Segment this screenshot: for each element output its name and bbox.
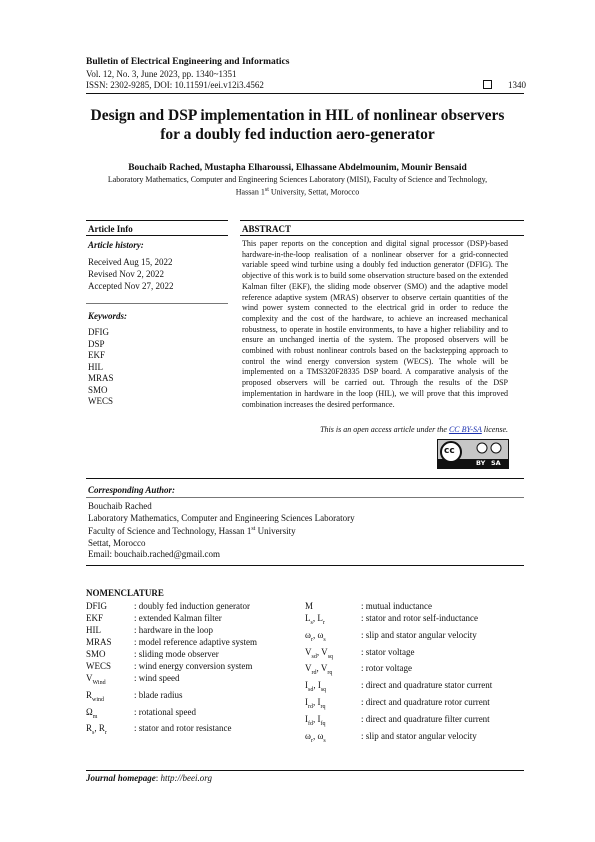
- nomenclature-heading: NOMENCLATURE: [86, 588, 164, 598]
- nomenclature-definition: : stator and rotor self-inductance: [361, 613, 478, 623]
- nomenclature-left: [86, 600, 306, 739]
- by-label: BY: [476, 459, 486, 467]
- affiliation-line-2: [60, 185, 535, 198]
- nomenclature-symbol: $R_{wind}$: [86, 689, 105, 703]
- nomenclature-symbol: $\omega_r$, $\omega_s$: [305, 730, 326, 744]
- footer-url[interactable]: http://beei.org: [160, 773, 212, 783]
- nomenclature-definition: : wind speed: [134, 673, 180, 683]
- nomenclature-symbol: $I_{sd}$, $I_{sq}$: [305, 680, 327, 693]
- affiliation-line-1: Laboratory Mathematics, Computer and Engineering Sciences Laboratory (MISI), Faculty of Science and Technology,: [107, 175, 488, 184]
- cc-by-sa-badge[interactable]: [437, 439, 509, 469]
- nomenclature-row: [86, 706, 306, 723]
- article-info-heading: Article Info: [88, 224, 133, 234]
- keyword: DFIG: [88, 327, 110, 337]
- nomenclature-row: [305, 662, 525, 679]
- abstract-top-rule: [240, 220, 524, 221]
- affiliation: [60, 175, 535, 198]
- nomenclature-definition: : hardware in the loop: [134, 625, 213, 635]
- affiliation-rest: University, Settat, Morocco: [268, 187, 360, 197]
- nomenclature-row: [86, 722, 306, 739]
- accepted-date: Accepted Nov 27, 2022: [88, 281, 174, 291]
- corresponding-line3: Settat, Morocco: [88, 537, 146, 548]
- nomenclature-symbol: $V_{rd}$, $V_{rq}$: [305, 663, 333, 677]
- nomenclature-symbol: $V_{Wind}$: [86, 673, 106, 686]
- keyword: EKF: [88, 350, 106, 360]
- nomenclature-definition: : direct and quadrature rotor current: [361, 696, 490, 707]
- journal-issn: ISSN: 2302-9285, DOI: 10.11591/eei.v12i3.4562: [86, 80, 264, 90]
- nomenclature-symbol: $\Omega_m$: [86, 706, 98, 720]
- nomenclature-definition: : model reference adaptive system: [134, 637, 257, 647]
- nomenclature-row: [305, 730, 525, 747]
- sa-label: SA: [491, 459, 501, 467]
- corresponding-bottom-rule: [86, 565, 524, 566]
- received-date: Received Aug 15, 2022: [88, 257, 173, 267]
- revised-date: Revised Nov 2, 2022: [88, 269, 164, 279]
- nomenclature-symbol: WECS: [86, 661, 112, 671]
- nomenclature-row: [86, 600, 306, 612]
- nomenclature-definition: : direct and quadrature stator current: [361, 680, 493, 691]
- title-line-1: Design and DSP implementation in HIL of nonlinear observers: [90, 107, 505, 124]
- nomenclature-definition: : slip and stator angular velocity: [361, 629, 477, 640]
- keyword: WECS: [88, 396, 114, 406]
- abstract-heading-rule: [240, 235, 524, 236]
- nomenclature-row: [86, 636, 306, 648]
- nomenclature-symbol: $I_{rd}$, $I_{rq}$: [305, 696, 326, 710]
- nomenclature-definition: : direct and quadrature filter current: [361, 713, 490, 724]
- history-label: Article history:: [88, 240, 144, 250]
- authors: Bouchaib Rached, Mustapha Elharoussi, Elhassane Abdelmounim, Mounir Bensaid: [128, 163, 467, 173]
- affiliation-sup: st: [264, 187, 269, 193]
- corresponding-line2: [88, 524, 355, 538]
- nomenclature-definition: : wind energy conversion system: [134, 661, 253, 671]
- nomenclature-definition: : stator voltage: [361, 646, 415, 657]
- corresponding-line2-text: Faculty of Science and Technology, Hassan 1: [88, 526, 252, 536]
- header-rule: [86, 93, 524, 94]
- keyword: DSP: [88, 338, 105, 349]
- license-line: [242, 425, 508, 434]
- footer-rule: [86, 770, 524, 771]
- nomenclature-symbol: $\omega_r$, $\omega_s$: [305, 629, 326, 643]
- abstract-text: This paper reports on the conception and digital signal processor (DSP)-based hardware-in-the-loop realisation of a nonlinear observer for a grid-connected variable speed wind turbine using a doubly fed induction generator (DFIG). The objective of this work is to build some observation structure based on the extended Kalman filter (EKF), the sliding mode observer (SMO) and the adaptive model reference adaptive system (MRAS) observer to observe certain quantities of the wind power system connected to the electrical grid in order to reduce the complexity and the cost of the hardware, to achieve an increased mechanical robustness, to operate in hostile environments, to have a higher reliability and to ensure an unchanged inertia of the system. The proposed observers will be combined with robust nonlinear controls based on the backstepping approach to control the wind energy conversion system (WECS). The whole will be implemented on a TMS320F28335 DSP board. A comparative analysis of the proposed observers will be carried out. Through the results of the DSP implementation in hardware in the loop (HIL), we will prove that this improved combination increases the desired performance.: [242, 239, 508, 409]
- keyword: SMO: [88, 384, 108, 395]
- nomenclature-row: [86, 648, 306, 660]
- keyword: HIL: [88, 361, 103, 372]
- keyword: MRAS: [88, 373, 114, 383]
- nomenclature-symbol: MRAS: [86, 637, 112, 647]
- license-link[interactable]: CC BY-SA: [448, 425, 482, 434]
- nomenclature-symbol: EKF: [86, 613, 104, 623]
- corresponding-heading: Corresponding Author:: [88, 485, 175, 495]
- nomenclature-row: [86, 660, 306, 672]
- nomenclature-symbol: $V_{sd}$, $V_{sq}$: [305, 646, 334, 660]
- nomenclature-row: [86, 612, 306, 624]
- nomenclature-definition: : rotor voltage: [361, 663, 412, 674]
- nomenclature-definition: : mutual inductance: [361, 601, 432, 611]
- abstract-bottom-rule: [86, 478, 524, 479]
- title-line-2: for a doubly fed induction aero-generator: [160, 126, 435, 143]
- nomenclature-definition: : extended Kalman filter: [134, 613, 222, 623]
- paper-title: [60, 106, 535, 144]
- nomenclature-definition: : stator and rotor resistance: [134, 723, 232, 734]
- page-number: 1340: [508, 80, 526, 90]
- keywords-rule: [86, 303, 228, 304]
- corresponding-email[interactable]: Email: bouchaib.rached@gmail.com: [88, 549, 220, 559]
- license-suffix: license.: [481, 425, 508, 434]
- corresponding-line2-rest: University: [255, 526, 296, 536]
- nomenclature-symbol: HIL: [86, 625, 101, 635]
- nomenclature-symbol: $I_{fd}$, $I_{fq}$: [305, 713, 326, 727]
- nomenclature-definition: : sliding mode observer: [134, 649, 219, 659]
- nomenclature-symbol: DFIG: [86, 601, 108, 611]
- nomenclature-row: [305, 679, 525, 696]
- nomenclature-row: [305, 600, 525, 612]
- nomenclature-row: [86, 672, 306, 689]
- nomenclature-symbol: M: [305, 601, 314, 611]
- nomenclature-row: [305, 629, 525, 646]
- corresponding-rule: [86, 497, 524, 498]
- corresponding-line2-sup: st: [251, 526, 256, 532]
- nomenclature-row: [305, 646, 525, 663]
- footer-label: Journal homepage: [86, 773, 156, 783]
- nomenclature-row: [305, 612, 525, 629]
- affiliation-text: Hassan 1: [235, 187, 265, 197]
- nomenclature-definition: : blade radius: [134, 689, 183, 700]
- info-top-rule: [86, 220, 228, 221]
- nomenclature-row: [305, 713, 525, 730]
- nomenclature-symbol: $R_s$, $R_r$: [86, 723, 107, 737]
- nomenclature-row: [86, 624, 306, 636]
- page-box-icon: [483, 80, 492, 89]
- nomenclature-definition: : rotational speed: [134, 706, 196, 717]
- journal-title: Bulletin of Electrical Engineering and Informatics: [86, 57, 290, 67]
- footer: [86, 773, 212, 783]
- nomenclature-row: [305, 696, 525, 713]
- nomenclature-definition: : slip and stator angular velocity: [361, 730, 477, 741]
- cc-label: cc: [444, 446, 455, 456]
- corresponding-name: Bouchaib Rached: [88, 501, 152, 511]
- license-prefix: This is an open access article under the: [320, 425, 449, 434]
- corresponding-line1: Laboratory Mathematics, Computer and Engineering Sciences Laboratory: [88, 512, 355, 523]
- abstract-heading: ABSTRACT: [242, 224, 292, 234]
- keywords-label: Keywords:: [88, 311, 127, 321]
- info-heading-rule: [86, 235, 228, 236]
- nomenclature-row: [86, 689, 306, 706]
- footer-sep: :: [155, 773, 161, 783]
- nomenclature-definition: : doubly fed induction generator: [134, 601, 250, 611]
- nomenclature-symbol: $L_s$, $L_r$: [305, 613, 325, 626]
- nomenclature-symbol: SMO: [86, 649, 106, 659]
- corresponding-block: [88, 501, 355, 561]
- keywords-list: [88, 327, 114, 408]
- journal-volume: Vol. 12, No. 3, June 2023, pp. 1340~1351: [86, 69, 237, 79]
- nomenclature-right: [305, 600, 525, 746]
